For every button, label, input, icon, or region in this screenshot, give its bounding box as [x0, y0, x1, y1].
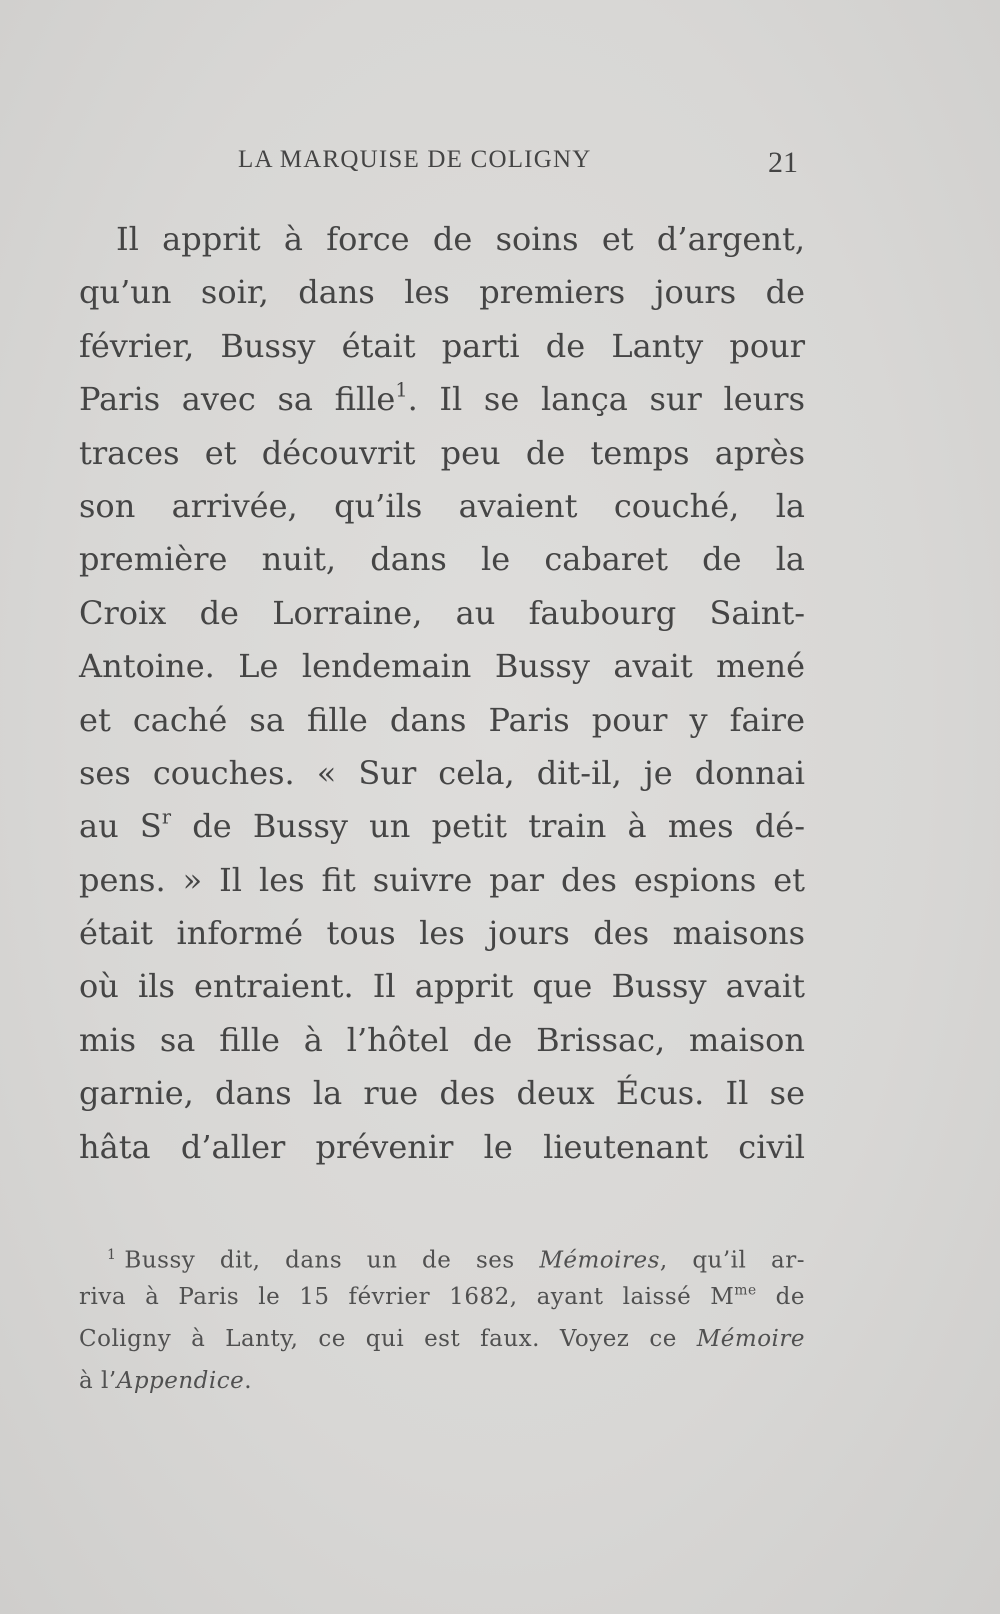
text-line: mis sa fille à l’hôtel de Brissac, maison [79, 1020, 805, 1059]
footnote-line [79, 1360, 805, 1402]
text-fragment: Paris avec sa fille [79, 380, 396, 419]
text-line: ses couches. « Sur cela, dit-il, je donnai [79, 753, 805, 792]
text-line: où ils entraient. Il apprit que Bussy avait [79, 967, 805, 1006]
text-line: pens. » Il les fit suivre par des espions et [79, 860, 805, 899]
running-title: LA MARQUISE DE COLIGNY [238, 146, 592, 173]
page-number: 21 [768, 146, 798, 179]
text-line: hâta d’aller prévenir le lieutenant civil [79, 1127, 805, 1166]
text-fragment: Coligny à Lanty, ce qui est faux. Voyez ce [79, 1326, 697, 1352]
italic-title: Mémoires [539, 1247, 660, 1274]
text-line: février, Bussy était parti de Lanty pour [79, 326, 805, 365]
text-fragment: Bussy dit, dans un de ses [124, 1247, 540, 1274]
text-line: garnie, dans la rue des deux Écus. Il se [79, 1074, 805, 1113]
text-fragment: à l’ [79, 1368, 117, 1394]
text-fragment: , qu’il ar- [659, 1247, 805, 1274]
body-text [79, 213, 805, 1174]
text-line: était informé tous les jours des maisons [79, 914, 805, 953]
superscript: r [161, 805, 172, 829]
text-line: son arrivée, qu’ils avaient couché, la [79, 486, 805, 525]
text-line: traces et découvrit peu de temps après [79, 433, 805, 472]
text-line: Antoine. Le lendemain Bussy avait mené [79, 647, 805, 686]
text-line: et caché sa fille dans Paris pour y faire [79, 700, 805, 739]
text-fragment: au S [79, 807, 162, 846]
superscript: me [734, 1282, 757, 1299]
footnote-line [79, 1234, 805, 1276]
text-fragment: . Il se lança sur leurs [407, 380, 806, 419]
footnote [79, 1234, 805, 1402]
text-fragment: . [244, 1368, 253, 1394]
text-fragment: riva à Paris le 15 février 1682, ayant laissé M [79, 1284, 735, 1310]
footnote-mark: 1 [107, 1247, 117, 1263]
text-line [79, 373, 805, 426]
text-line: qu’un soir, dans les premiers jours de [79, 273, 805, 312]
footnote-reference: 1 [395, 378, 408, 402]
text-line: première nuit, dans le cabaret de la [79, 540, 805, 579]
footnote-line [79, 1318, 805, 1360]
text-fragment: de [756, 1284, 805, 1310]
text-fragment: de Bussy un petit train à mes dé- [171, 807, 806, 846]
italic-title: Appendice [116, 1368, 245, 1394]
footnote-line [79, 1276, 805, 1318]
text-line [79, 800, 805, 853]
italic-title: Mémoire [696, 1326, 805, 1352]
text-line: Croix de Lorraine, au faubourg Saint- [79, 593, 805, 632]
text-line: Il apprit à force de soins et d’argent, [116, 220, 805, 258]
running-head [238, 146, 798, 182]
